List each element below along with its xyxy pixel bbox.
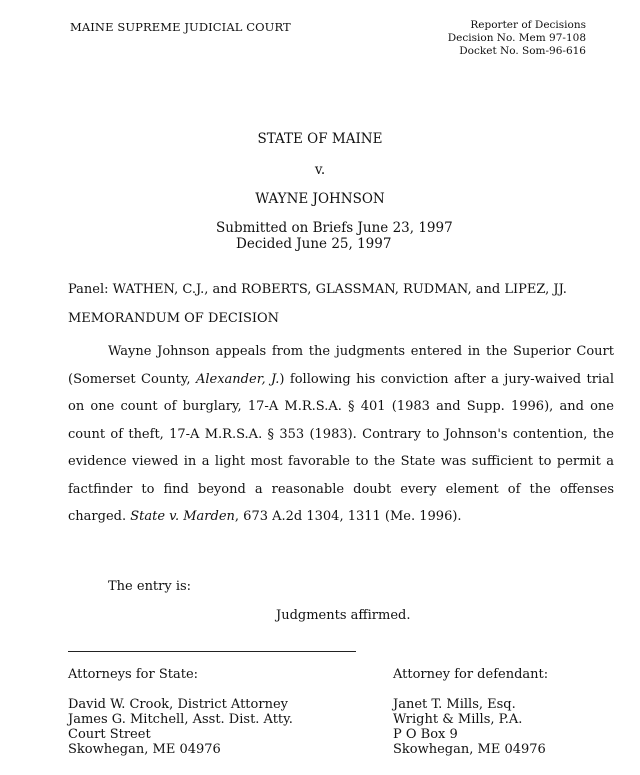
address-line: Skowhegan, ME 04976 [393,742,546,757]
attorney-defendant-address [393,697,546,757]
docket-number: Docket No. Som-96-616 [459,45,586,57]
address-line: Janet T. Mills, Esq. [393,697,516,712]
judge-name: Alexander, J. [195,371,280,387]
court-name: MAINE SUPREME JUDICIAL COURT [70,20,291,34]
decision-dates [216,220,453,252]
address-line: James G. Mitchell, Asst. Dist. Atty. [68,712,293,727]
plaintiff-name: STATE OF MAINE [257,131,383,147]
opinion-text-3: , 673 A.2d 1304, 1311 (Me. 1996). [234,509,462,524]
opinion-text-1: Wayne Johnson appeals from the judgments entered in the Superior Court (Somerset County, [68,344,614,387]
submitted-date: Submitted on Briefs June 23, 1997 [216,220,453,236]
defendant-name: WAYNE JOHNSON [255,191,385,207]
reporter-of-decisions: Reporter of Decisions [470,19,586,31]
address-line: Court Street [68,727,151,742]
disposition: Judgments affirmed. [276,608,411,623]
entry-label: The entry is: [108,579,192,594]
attorney-defendant-heading: Attorney for defendant: [393,667,549,682]
panel-line: Panel: WATHEN, C.J., and ROBERTS, GLASSMAN, RUDMAN, and LIPEZ, JJ. [68,282,567,297]
address-line: David W. Crook, District Attorney [68,697,288,712]
decision-number: Decision No. Mem 97-108 [447,32,586,44]
opinion-body [68,338,614,531]
attorneys-state-address [68,697,293,757]
reporter-block [380,19,586,58]
address-line: Skowhegan, ME 04976 [68,742,221,757]
decided-date: Decided June 25, 1997 [236,236,392,252]
case-citation: State v. Marden [130,509,235,524]
versus: v. [314,162,326,178]
divider [68,651,356,652]
memorandum-title: MEMORANDUM OF DECISION [68,311,280,326]
address-line: Wright & Mills, P.A. [393,712,523,727]
opinion-text-2: ) following his conviction after a jury-waived trial on one count of burglary, 17-A M.R.S.A. § 401 (1983 and Supp. 1996), and one count of theft, 17-A M.R.S.A. § 353 (1983). Contrary to Johnson's contention, the evidence viewed in a light most favorable to the State was sufficient to permit a factfinder to find beyond a reasonable doubt every element of the offenses charged. [68,371,614,524]
attorneys-state-heading: Attorneys for State: [68,667,199,682]
address-line: P O Box 9 [393,727,458,742]
opinion-paragraph [68,338,614,531]
